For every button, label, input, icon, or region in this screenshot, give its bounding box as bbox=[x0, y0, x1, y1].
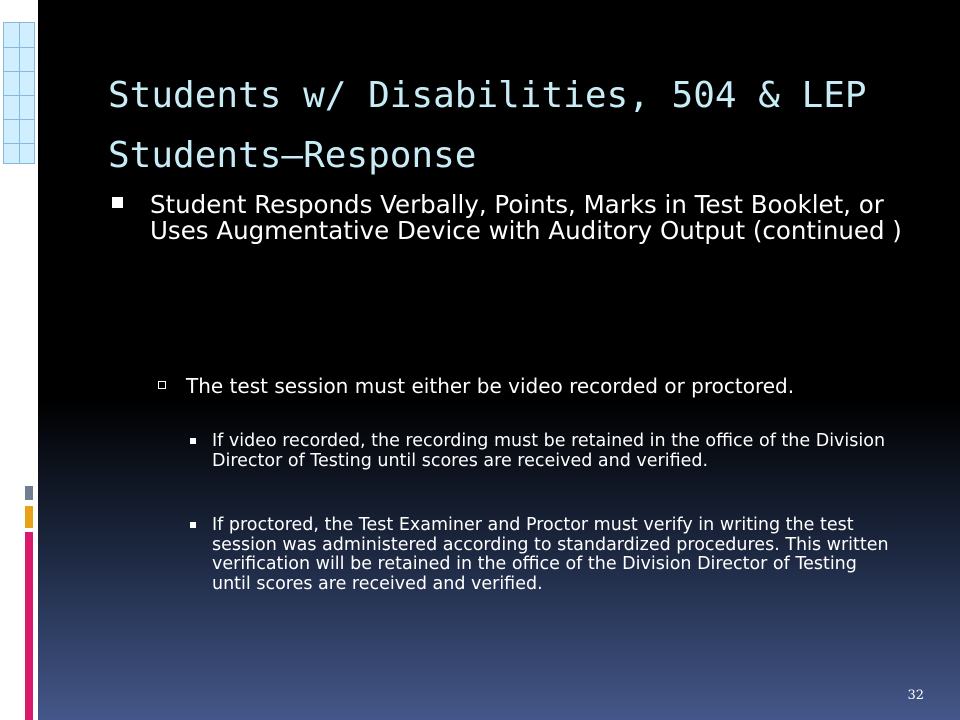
bullet-level3-proctored bbox=[190, 516, 900, 594]
accent-bar-pink bbox=[25, 532, 33, 720]
square-bullet-icon bbox=[112, 197, 123, 208]
slide-title: Students w/ Disabilities, 504 & LEP Students—Response bbox=[108, 75, 867, 176]
hollow-square-bullet-icon bbox=[158, 381, 166, 389]
slide-number: 32 bbox=[907, 688, 924, 703]
bullet-level3-video bbox=[190, 432, 900, 471]
small-square-bullet-icon bbox=[190, 522, 196, 528]
accent-bar-gray bbox=[25, 486, 33, 500]
small-square-bullet-icon bbox=[190, 438, 196, 444]
left-decorative-band bbox=[0, 0, 38, 720]
bullet-level2-text: The test session must either be video recorded or proctored. bbox=[186, 374, 795, 398]
bullet-level3-text: If video recorded, the recording must be retained in the office of the Division Director of Testing until scores are received and verified. bbox=[212, 431, 886, 471]
bullet-level1 bbox=[112, 192, 912, 244]
accent-bar-orange bbox=[25, 506, 33, 528]
bullet-level3-text: If proctored, the Test Examiner and Proctor must verify in writing the test session was administered according to standardized procedures. This written verification will be retained in the office of the Division Director of Testing until scores are received and verified. bbox=[212, 515, 889, 594]
bullet-level2 bbox=[158, 374, 888, 398]
bullet-level1-text: Student Responds Verbally, Points, Marks in Test Booklet, or Uses Augmentative Device with Auditory Output (continued ) bbox=[150, 190, 902, 245]
window-pane-decoration-icon bbox=[3, 22, 35, 164]
